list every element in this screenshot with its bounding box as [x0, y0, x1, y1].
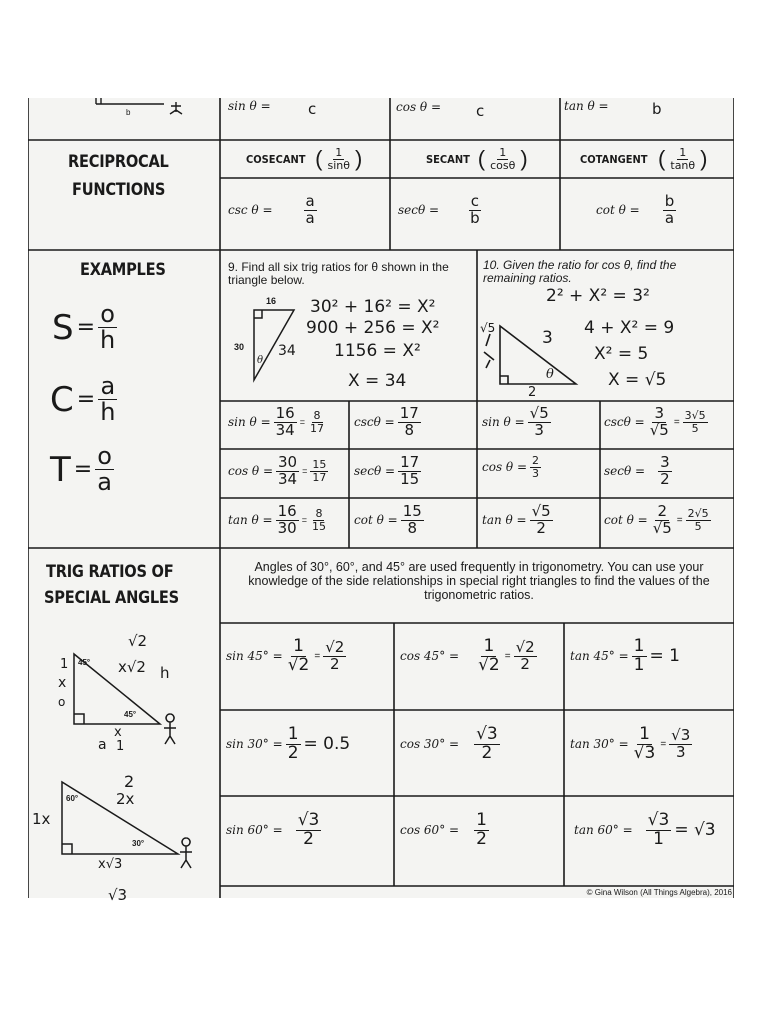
tri45-left-bottom: o [58, 695, 66, 709]
problem9-sec: secθ = $\frac{17}{15}$ [354, 453, 420, 488]
sin-definition-label: sin θ = [228, 99, 271, 113]
tri45-angle-top: 45° [78, 658, 91, 667]
tan-definition-label: tan θ = [564, 99, 609, 113]
top-triangle-diagram [96, 98, 182, 114]
problem10-work-3: X² = 5 [594, 344, 649, 364]
sin60-cell: sin 60° = $\frac{√3}{2}$ [226, 810, 320, 849]
cotangent-header: COTANGENT ( $\frac{1}{\tan\theta}$ ) [580, 145, 708, 172]
tan60-cell: tan 60° = $\frac{√3}{1}$ = √3 [574, 810, 716, 849]
cot-definition: cot θ = $\frac{b}{a}$ [596, 192, 675, 227]
tri45-left-top: 1 [60, 657, 69, 672]
tri45-h: h [160, 664, 170, 682]
tri45-bottom: x [114, 725, 122, 740]
problem9-work-1: 30² + 16² = X² [310, 297, 436, 317]
problem9-work-4: X = 34 [348, 371, 407, 391]
tri45-hyp: x√2 [118, 658, 146, 676]
worksheet [28, 98, 734, 904]
special-intro: Angles of 30°, 60°, and 45° are used frequently in trigonometry. You can use your knowledge of the side relationships in special right triangles to find the values of the trigonometric ratios. [248, 560, 710, 602]
problem10-prompt: 10. Given the ratio for cos θ, find the remaining ratios. [483, 258, 677, 285]
problem10-work-4: X = √5 [608, 370, 667, 390]
sin-definition-denominator: c [308, 100, 317, 118]
problem9-csc: cscθ = $\frac{17}{8}$ [354, 404, 419, 439]
problem10-triangle [484, 326, 576, 384]
tan30-cell: tan 30° = $\frac{1}{√3}$ = $\frac{√3}{3}$ [570, 724, 691, 763]
cos-definition-denominator: c [476, 102, 485, 120]
cos45-cell: cos 45° = $\frac{1}{√2}$ = $\frac{√2}{2}$ [400, 636, 535, 675]
sec-definition: secθ = $\frac{c}{b}$ [398, 192, 480, 227]
problem9-work-2: 900 + 256 = X² [306, 318, 440, 338]
cah-mnemonic: C = $\frac{a}{h}$ [50, 372, 116, 427]
problem9-side-top: 16 [266, 296, 277, 306]
tri45-bottom-a: a [98, 737, 107, 753]
copyright-credit: © Gina Wilson (All Things Algebra), 2016 [586, 888, 732, 897]
problem10-work-2: 4 + X² = 9 [584, 318, 675, 338]
cosecant-header: COSECANT ( $\frac{1}{\sin\theta}$ ) [246, 145, 363, 172]
cos30-cell: cos 30° = $\frac{√3}{2}$ [400, 724, 498, 763]
problem10-side-bottom: 2 [528, 385, 537, 400]
tri30-bottom-value: √3 [108, 886, 128, 904]
toa-mnemonic: T = $\frac{o}{a}$ [50, 442, 112, 497]
reciprocal-title-line1: RECIPROCAL [68, 152, 169, 172]
problem9-tan: tan θ = $\frac{16}{30}$ = $\frac{8}{15}$ [228, 502, 326, 537]
cos60-cell: cos 60° = $\frac{1}{2}$ [400, 810, 487, 849]
tri30-angle-top: 60° [66, 794, 79, 803]
problem9-cot: cot θ = $\frac{15}{8}$ [354, 502, 422, 537]
top-triangle-side-label: b [126, 108, 131, 117]
tri45-hyp-value: √2 [128, 632, 148, 650]
problem10-tan: tan θ = $\frac{√5}{2}$ [482, 502, 551, 537]
tri45-bottom-value: 1 [116, 739, 125, 754]
problem10-sec: secθ = $\frac{3}{2}$ [604, 453, 670, 488]
tan-definition-denominator: b [652, 100, 662, 118]
problem10-side-left: √5 [480, 321, 496, 335]
problem9-side-left: 30 [234, 342, 245, 352]
problem10-csc: cscθ = $\frac{3}{√5}$ = $\frac{3√5}{5}$ [604, 404, 706, 439]
problem10-work-1: 2² + X² = 3² [546, 286, 650, 306]
tri45-left: x [58, 675, 67, 691]
problem9-side-hyp: 34 [278, 343, 296, 359]
problem9-angle: θ [257, 355, 264, 366]
problem9-prompt: 9. Find all six trig ratios for θ shown in the triangle below. [228, 260, 449, 287]
csc-definition: csc θ = $\frac{a}{a}$ [228, 192, 315, 227]
sin45-cell: sin 45° = $\frac{1}{√2}$ = $\frac{√2}{2}$ [226, 636, 345, 675]
problem10-angle: θ [546, 367, 554, 382]
special-title-line1: TRIG RATIOS OF [46, 562, 174, 582]
soh-mnemonic: S = $\frac{o}{h}$ [52, 300, 116, 355]
tri30-hyp: 2x [116, 790, 135, 808]
problem10-sin: sin θ = $\frac{√5}{3}$ [482, 404, 549, 439]
tan45-cell: tan 45° = $\frac{1}{1}$ = 1 [570, 636, 680, 675]
problem9-work-3: 1156 = X² [334, 341, 421, 361]
problem10-side-hyp: 3 [542, 328, 553, 348]
reciprocal-title-line2: FUNCTIONS [72, 180, 166, 200]
examples-title: EXAMPLES [80, 260, 166, 280]
problem10-cos: cos θ = $\frac{2}{3}$ [482, 454, 540, 480]
tri45-angle-bottom: 45° [124, 710, 137, 719]
tri30-bottom: x√3 [98, 857, 123, 872]
secant-header: SECANT ( $\frac{1}{\cos\theta}$ ) [426, 145, 528, 172]
tri30-hyp-value: 2 [124, 772, 135, 791]
special-title-line2: SPECIAL ANGLES [44, 588, 179, 608]
sin30-cell: sin 30° = $\frac{1}{2}$ = 0.5 [226, 724, 351, 763]
problem9-cos: cos θ = $\frac{30}{34}$ = $\frac{15}{17}$ [228, 453, 327, 488]
problem9-sin: sin θ = $\frac{16}{34}$ = $\frac{8}{17}$ [228, 404, 324, 439]
tri30-left: 1x [32, 810, 51, 828]
problem10-cot: cot θ = $\frac{2}{√5}$ = $\frac{2√5}{5}$ [604, 502, 709, 537]
tri30-angle-bottom: 30° [132, 839, 145, 848]
cos-definition-label: cos θ = [396, 100, 442, 114]
